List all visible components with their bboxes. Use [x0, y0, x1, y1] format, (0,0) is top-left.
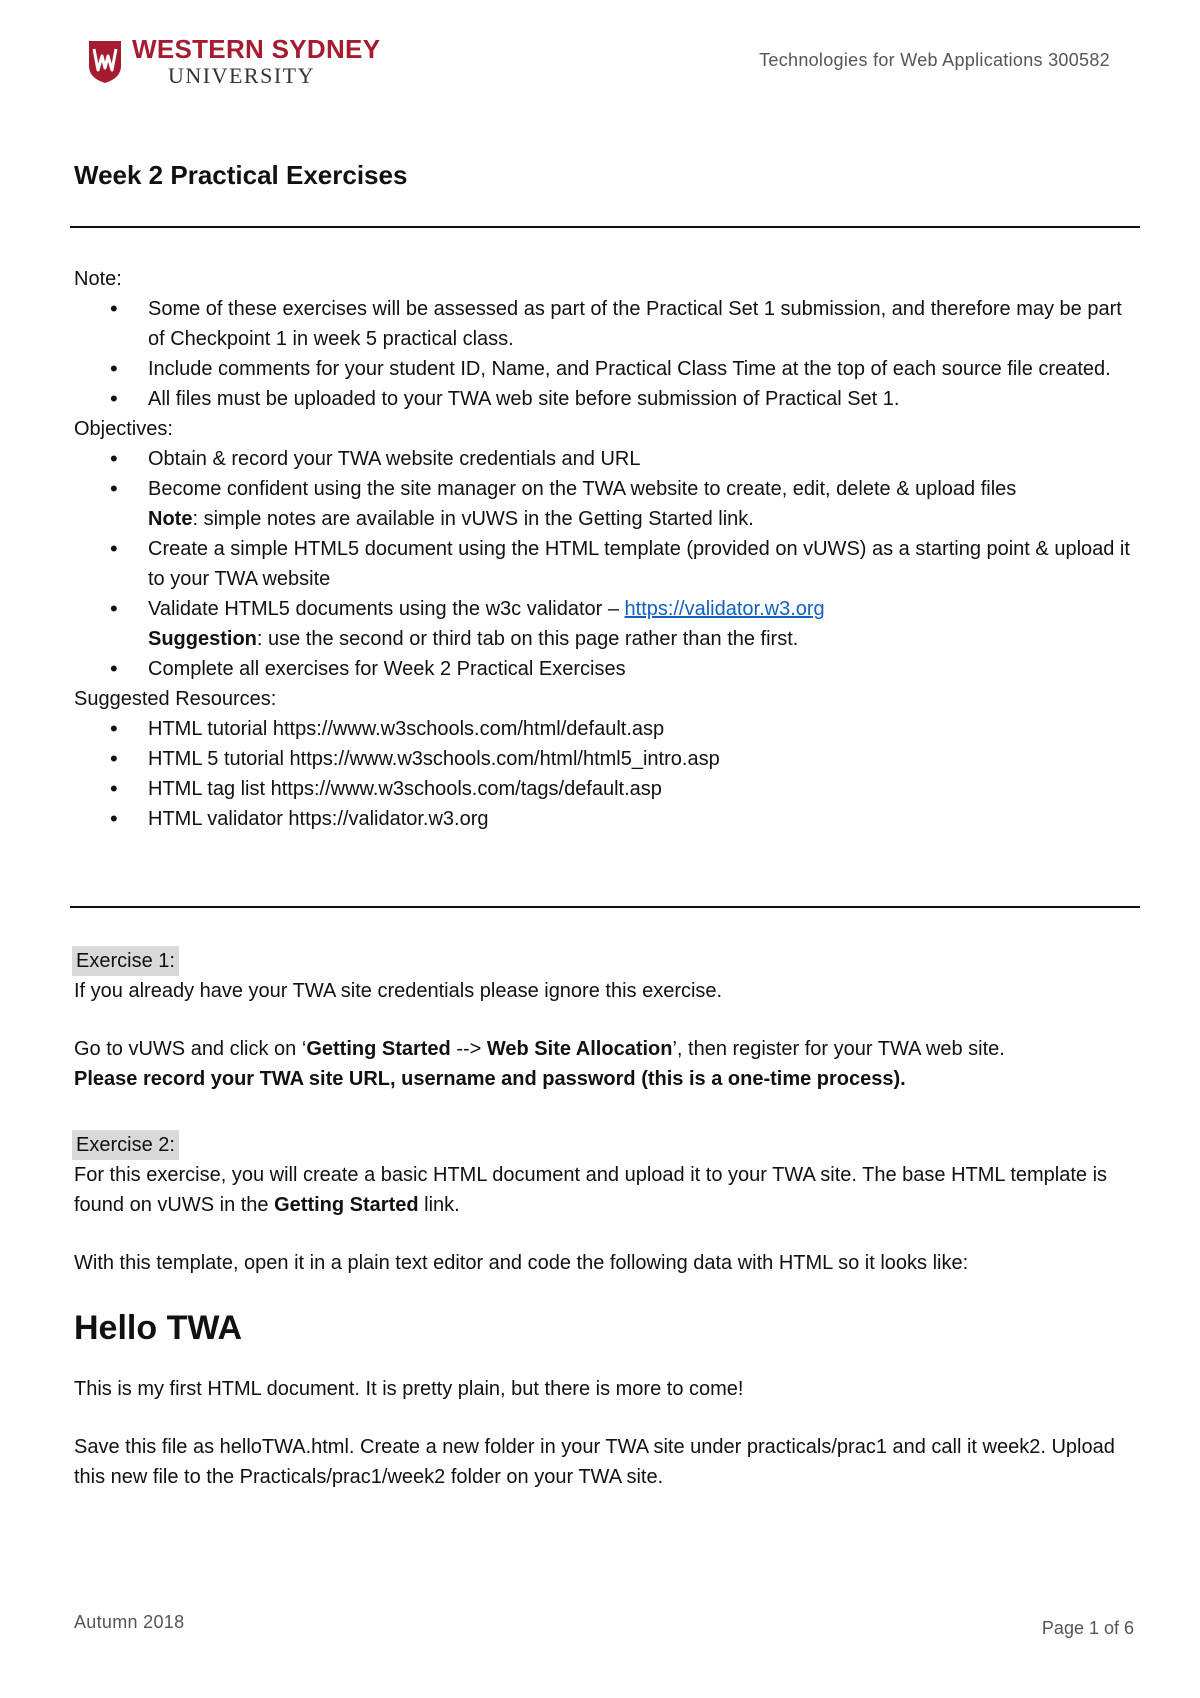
footer-semester: Autumn 2018: [74, 1612, 185, 1632]
objective-item: • Complete all exercises for Week 2 Practical Exercises: [74, 654, 1134, 684]
exercise-2-intro: [74, 1160, 1134, 1220]
sample-heading: Hello TWA: [74, 1309, 243, 1347]
objective-item: • Obtain & record your TWA website credentials and URL: [74, 444, 1134, 474]
resource-item: • HTML validator https://validator.w3.org: [74, 804, 1134, 834]
exercise-1: [74, 946, 1134, 1094]
note-list: [74, 294, 1134, 414]
objective-item: [74, 594, 1134, 654]
intro-text: For this exercise, you will create a basic HTML document and upload it to your TWA site. The base HTML template is found on vUWS in the: [74, 1164, 1108, 1216]
suggestion-text: : use the second or third tab on this page rather than the first.: [256, 628, 799, 650]
logo-wordmark-top: WESTERN SYDNEY: [132, 34, 381, 64]
note-item: • Include comments for your student ID, Name, and Practical Class Time at the top of each source file created.: [74, 354, 1134, 384]
note-item: • All files must be uploaded to your TWA web site before submission of Practical Set 1.: [74, 384, 1134, 414]
exercise-1-record-note: Please record your TWA site URL, username and password (this is a one-time process).: [74, 1068, 906, 1090]
validator-link[interactable]: https://validator.w3.org: [624, 598, 825, 620]
exercise-2-instruction: With this template, open it in a plain text editor and code the following data with HTML so it looks like:: [74, 1252, 969, 1274]
note-item: • Some of these exercises will be assessed as part of the Practical Set 1 submission, and therefore may be part of Checkpoint 1 in week 5 practical class.: [74, 294, 1134, 354]
exercise-1-instructions: [74, 1034, 1134, 1064]
exercise-1-intro: If you already have your TWA site credentials please ignore this exercise.: [74, 980, 723, 1002]
section-divider: [70, 906, 1140, 908]
arrow-text: -->: [450, 1038, 487, 1060]
exercise-2: [74, 1130, 1134, 1492]
exercise-2-save-instructions: Save this file as helloTWA.html. Create a new folder in your TWA site under practicals/prac1 and call it week2. Upload this new file to the Practicals/prac1/week2 folder on your TWA site.: [74, 1436, 1115, 1488]
objective-item: [74, 474, 1134, 534]
note-heading: Note:: [74, 268, 122, 290]
resource-item: • HTML tag list https://www.w3schools.com/tags/default.asp: [74, 774, 1134, 804]
intro-text: link.: [418, 1194, 460, 1216]
suggestion-label: Suggestion: [148, 628, 257, 650]
course-title: Technologies for Web Applications 300582: [759, 50, 1110, 70]
resource-item: • HTML tutorial https://www.w3schools.com/html/default.asp: [74, 714, 1134, 744]
page-number: Page 1 of 6: [1041, 1618, 1134, 1638]
instruction-text: ’, then register for your TWA web site.: [672, 1038, 1005, 1060]
page-title: Week 2 Practical Exercises: [74, 160, 408, 190]
objectives-list: [74, 444, 1134, 684]
objectives-heading: Objectives:: [74, 418, 173, 440]
resources-list: [74, 714, 1134, 834]
logo-wordmark-bottom: UNIVERSITY: [168, 63, 315, 88]
resources-heading: Suggested Resources:: [74, 688, 277, 710]
getting-started-label: Getting Started: [306, 1038, 451, 1060]
objective-note-label: Note: [148, 508, 193, 530]
exercise-1-label: Exercise 1:: [72, 946, 179, 976]
sample-text: This is my first HTML document. It is pretty plain, but there is more to come!: [74, 1378, 744, 1400]
objective-text: Validate HTML5 documents using the w3c validator –: [148, 598, 625, 620]
objective-note-text: : simple notes are available in vUWS in the Getting Started link.: [192, 508, 754, 530]
university-logo: [88, 36, 380, 87]
university-shield-icon: [88, 40, 122, 84]
top-divider: [70, 226, 1140, 228]
resource-item: • HTML 5 tutorial https://www.w3schools.com/html/html5_intro.asp: [74, 744, 1134, 774]
objective-item: • Create a simple HTML5 document using the HTML template (provided on vUWS) as a starting point & upload it to your TWA website: [74, 534, 1134, 594]
getting-started-label: Getting Started: [274, 1194, 419, 1216]
intro-section: [74, 264, 1134, 834]
instruction-text: Go to vUWS and click on ‘: [74, 1038, 307, 1060]
objective-text: Become confident using the site manager on the TWA website to create, edit, delete & upload files: [148, 478, 1017, 500]
web-site-allocation-label: Web Site Allocation: [486, 1038, 673, 1060]
exercise-2-label: Exercise 2:: [72, 1130, 179, 1160]
